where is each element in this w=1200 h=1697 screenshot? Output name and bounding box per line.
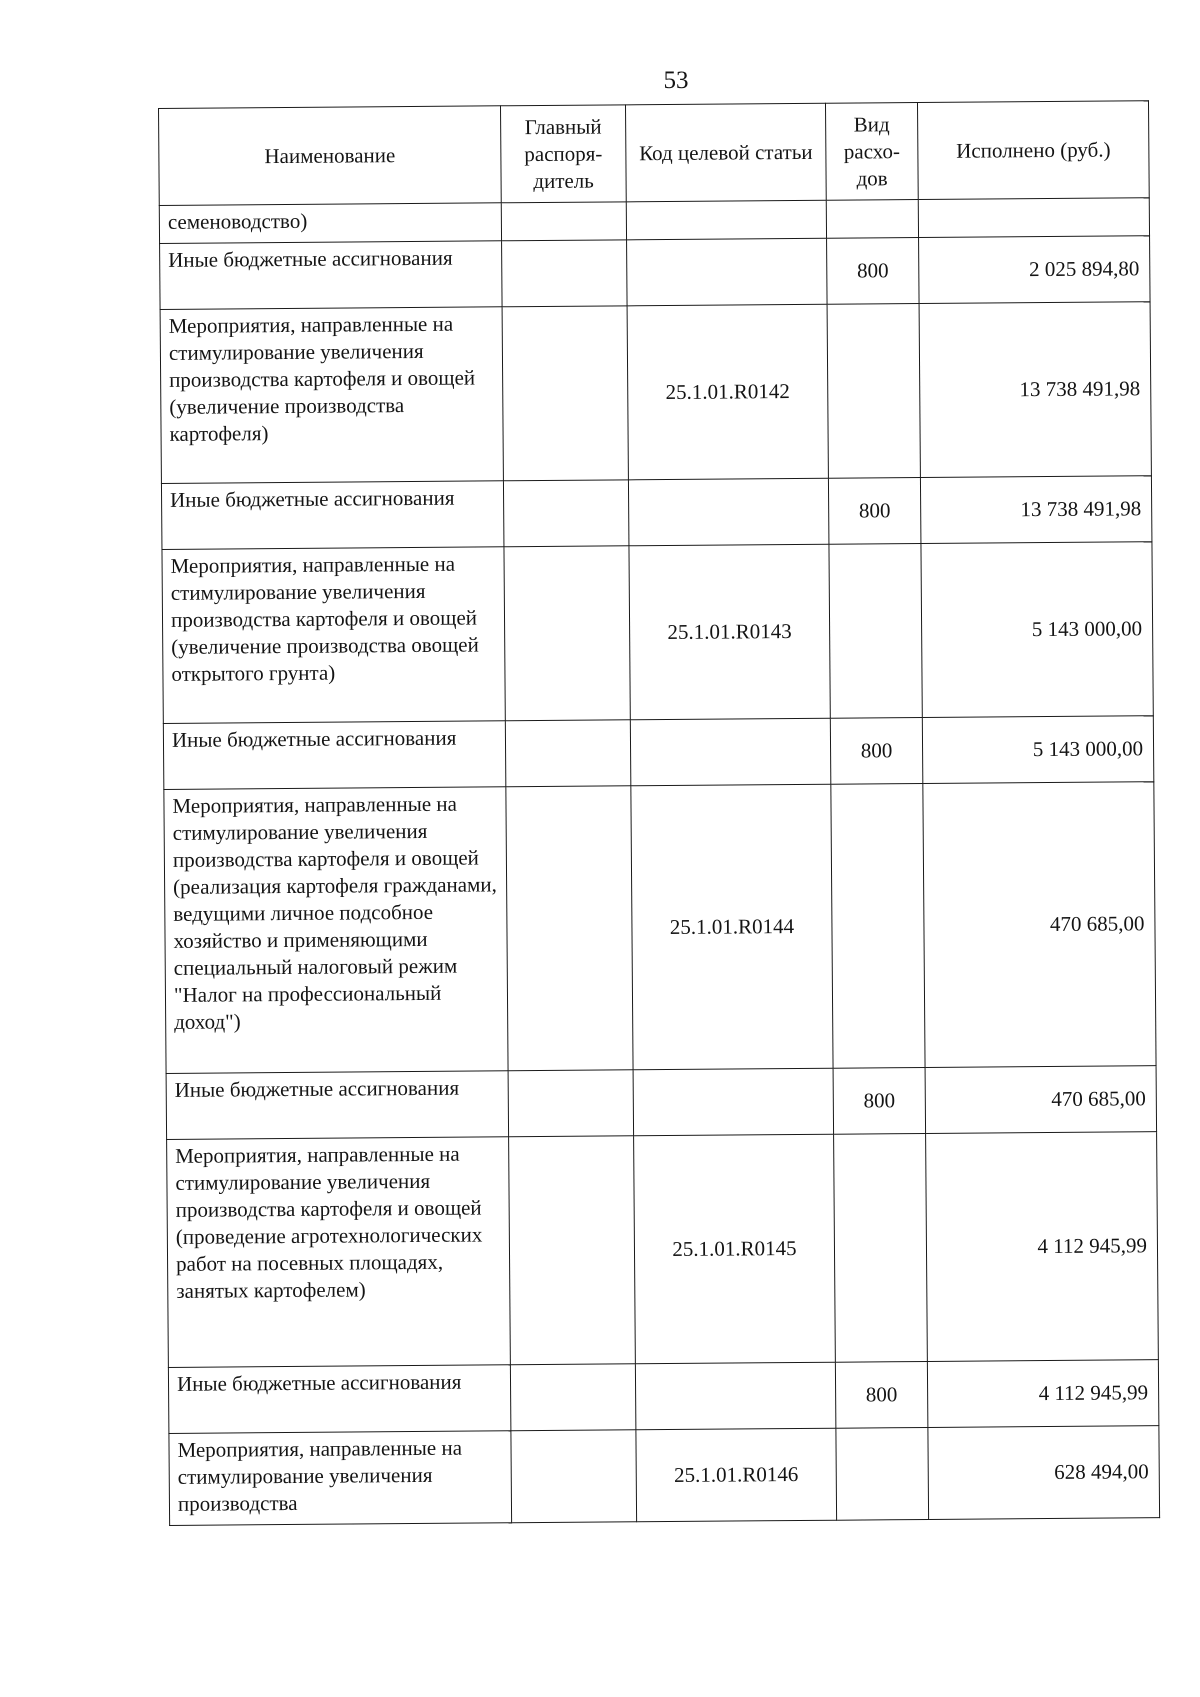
cell-type: 800 xyxy=(835,1361,928,1428)
cell-code xyxy=(628,478,829,546)
cell-amount xyxy=(918,198,1149,238)
cell-admin xyxy=(510,1364,636,1431)
cell-name: Мероприятия, направленные на стимулирование увеличения производства картофеля и овощей (реализация картофеля гражданами, ведущими личное подсобное хозяйство и применяющими специальный налоговый режим "Налог на профессиональный доход") xyxy=(164,787,508,1074)
cell-code: 25.1.01.R0142 xyxy=(627,304,828,480)
cell-admin xyxy=(504,546,630,721)
cell-amount: 470 685,00 xyxy=(923,782,1156,1068)
cell-name: Мероприятия, направленные на стимулирование увеличения производства xyxy=(169,1431,512,1526)
cell-amount: 5 143 000,00 xyxy=(921,542,1153,718)
cell-name: Иные бюджетные ассигнования xyxy=(163,721,506,790)
cell-admin xyxy=(502,240,628,307)
cell-admin xyxy=(508,1070,634,1137)
header-admin: Главный распоря-дитель xyxy=(500,105,626,203)
cell-name: семеноводство) xyxy=(159,203,501,244)
cell-code: 25.1.01.R0146 xyxy=(636,1428,837,1522)
cell-name: Мероприятия, направленные на стимулирование увеличения производства картофеля и овощей (проведение агротехнологических работ на посевных площадях, занятых картофелем) xyxy=(167,1137,511,1368)
cell-name: Иные бюджетные ассигнования xyxy=(161,481,504,550)
cell-code: 25.1.01.R0145 xyxy=(634,1134,836,1364)
cell-type xyxy=(836,1427,929,1520)
cell-amount: 4 112 945,99 xyxy=(926,1132,1159,1362)
header-code: Код целевой статьи xyxy=(625,103,826,202)
budget-table-container xyxy=(158,100,1159,1526)
table-header-row xyxy=(159,101,1150,206)
cell-code: 25.1.01.R0144 xyxy=(631,784,833,1070)
table-row xyxy=(160,302,1151,484)
cell-admin xyxy=(511,1430,637,1523)
header-type: Вид расхо-дов xyxy=(825,103,918,201)
cell-code xyxy=(635,1362,836,1430)
cell-amount: 628 494,00 xyxy=(928,1426,1160,1520)
cell-type: 800 xyxy=(828,478,921,545)
cell-type: 800 xyxy=(827,238,920,305)
cell-code: 25.1.01.R0143 xyxy=(629,544,830,720)
cell-type xyxy=(829,544,922,719)
cell-name: Иные бюджетные ассигнования xyxy=(166,1071,509,1140)
cell-admin xyxy=(506,786,633,1071)
page-number: 53 xyxy=(663,67,689,94)
cell-name: Иные бюджетные ассигнования xyxy=(160,241,503,310)
table-row xyxy=(169,1426,1160,1526)
table-row xyxy=(163,716,1153,790)
cell-amount: 4 112 945,99 xyxy=(927,1360,1159,1428)
cell-type: 800 xyxy=(833,1068,926,1135)
cell-type xyxy=(834,1134,928,1363)
cell-amount: 2 025 894,80 xyxy=(919,236,1151,304)
header-amount: Исполнено (руб.) xyxy=(917,101,1149,200)
cell-amount: 470 685,00 xyxy=(925,1066,1157,1134)
cell-amount: 5 143 000,00 xyxy=(922,716,1154,784)
cell-type xyxy=(831,784,925,1069)
cell-name: Иные бюджетные ассигнования xyxy=(168,1365,511,1434)
cell-admin xyxy=(509,1136,636,1365)
cell-code xyxy=(630,718,831,786)
cell-name: Мероприятия, направленные на стимулирование увеличения производства картофеля и овощей (увеличение производства овощей открытого грунта) xyxy=(162,547,505,724)
table-row xyxy=(161,476,1151,550)
cell-amount: 13 738 491,98 xyxy=(920,476,1152,544)
cell-code xyxy=(633,1068,834,1136)
cell-code xyxy=(627,238,828,306)
cell-type xyxy=(827,304,920,479)
table-row xyxy=(166,1066,1156,1140)
cell-code xyxy=(626,200,826,240)
table-row xyxy=(160,236,1150,310)
cell-admin xyxy=(502,306,628,481)
cell-admin xyxy=(503,480,629,547)
header-name: Наименование xyxy=(159,106,502,206)
table-row xyxy=(162,542,1153,724)
cell-admin xyxy=(501,202,626,241)
cell-admin xyxy=(505,720,631,787)
budget-table xyxy=(158,100,1160,1526)
table-row xyxy=(164,782,1156,1074)
table-row xyxy=(168,1360,1158,1434)
table-row xyxy=(167,1132,1159,1368)
cell-amount: 13 738 491,98 xyxy=(919,302,1151,478)
cell-type: 800 xyxy=(830,718,923,785)
cell-type xyxy=(826,200,918,239)
cell-name: Мероприятия, направленные на стимулирование увеличения производства картофеля и овощей (увеличение производства картофеля) xyxy=(160,307,503,484)
